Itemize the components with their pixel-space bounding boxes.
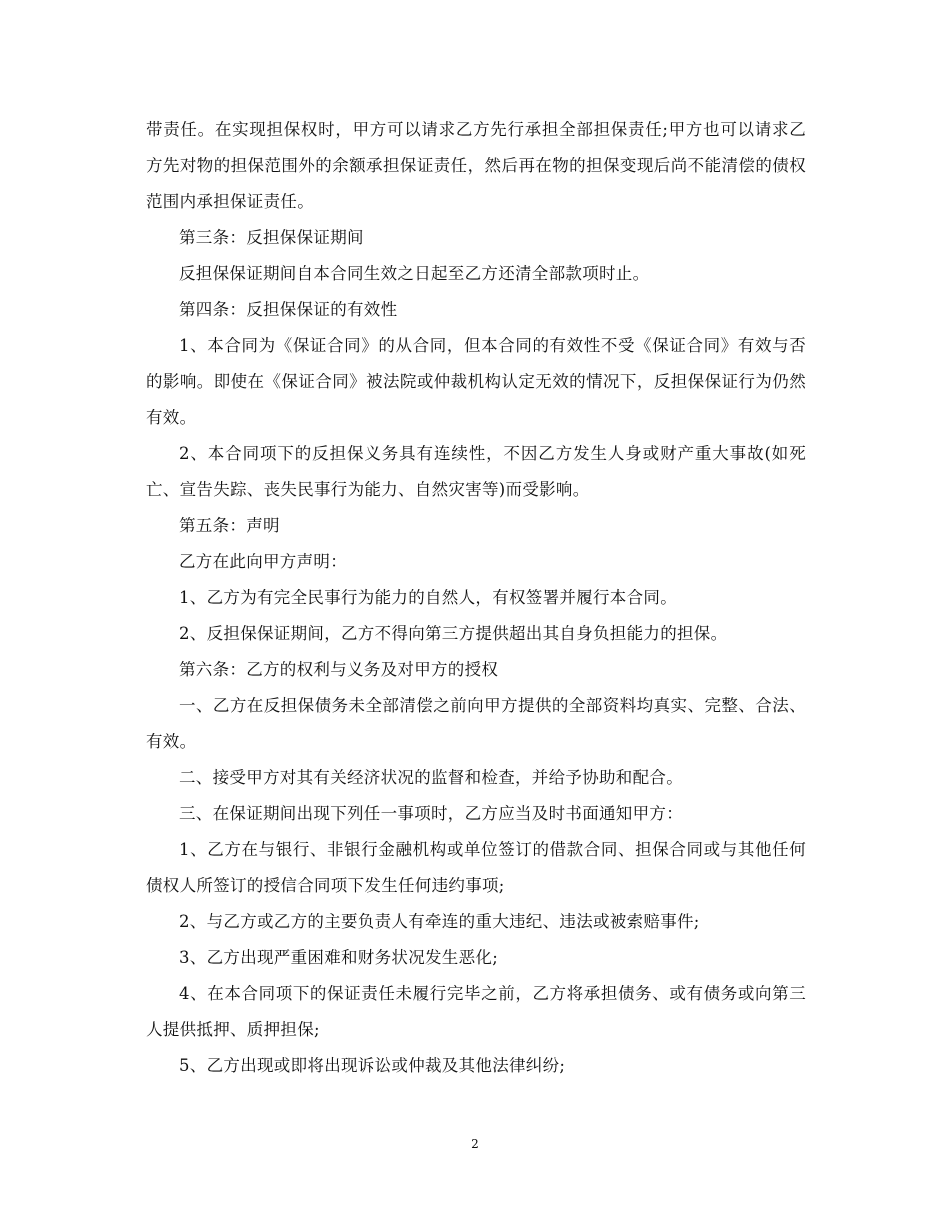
list-item: 3、乙方出现严重困难和财务状况发生恶化; bbox=[179, 948, 499, 967]
list-item: 1、乙方在与银行、非银行金融机构或单位签订的借款合同、担保合同或与其他任何债权人所签订的授信合同项下发生任何违约事项; bbox=[146, 840, 806, 895]
paragraph: 2、本合同项下的反担保义务具有连续性，不因乙方发生人身或财产重大事故(如死亡、宣告失踪、丧失民事行为能力、自然灾害等)而受影响。 bbox=[146, 444, 806, 499]
clause-heading-6: 第六条：乙方的权利与义务及对甲方的授权 bbox=[179, 660, 499, 679]
paragraph: 1、本合同为《保证合同》的从合同，但本合同的有效性不受《保证合同》有效与否的影响。即使在《保证合同》被法院或仲裁机构认定无效的情况下，反担保保证行为仍然有效。 bbox=[146, 336, 806, 427]
paragraph: 一、乙方在反担保债务未全部清偿之前向甲方提供的全部资料均真实、完整、合法、有效。 bbox=[146, 696, 806, 751]
paragraph: 2、反担保保证期间，乙方不得向第三方提供超出其自身负担能力的担保。 bbox=[179, 624, 728, 643]
paragraph: 乙方在此向甲方声明： bbox=[179, 552, 347, 571]
clause-heading-3: 第三条：反担保保证期间 bbox=[179, 228, 364, 247]
paragraph: 二、接受甲方对其有关经济状况的监督和检查，并给予协助和配合。 bbox=[179, 768, 683, 787]
list-item: 2、与乙方或乙方的主要负责人有牵连的重大违纪、违法或被索赔事件; bbox=[179, 912, 700, 931]
paragraph: 三、在保证期间出现下列任一事项时，乙方应当及时书面通知甲方： bbox=[179, 804, 683, 823]
paragraph: 1、乙方为有完全民事行为能力的自然人，有权签署并履行本合同。 bbox=[179, 588, 677, 607]
list-item: 4、在本合同项下的保证责任未履行完毕之前，乙方将承担债务、或有债务或向第三人提供抵押、质押担保; bbox=[146, 984, 806, 1039]
page-number: 2 bbox=[471, 1137, 479, 1151]
clause-heading-5: 第五条：声明 bbox=[179, 516, 280, 535]
paragraph-continuation: 带责任。在实现担保权时，甲方可以请求乙方先行承担全部担保责任;甲方也可以请求乙方先对物的担保范围外的余额承担保证责任，然后再在物的担保变现后尚不能清偿的债权范围内承担保证责任。 bbox=[146, 120, 806, 211]
document-body bbox=[146, 112, 806, 1084]
clause-heading-4: 第四条：反担保保证的有效性 bbox=[179, 300, 398, 319]
list-item: 5、乙方出现或即将出现诉讼或仲裁及其他法律纠纷; bbox=[179, 1056, 566, 1075]
paragraph: 反担保保证期间自本合同生效之日起至乙方还清全部款项时止。 bbox=[179, 264, 650, 283]
